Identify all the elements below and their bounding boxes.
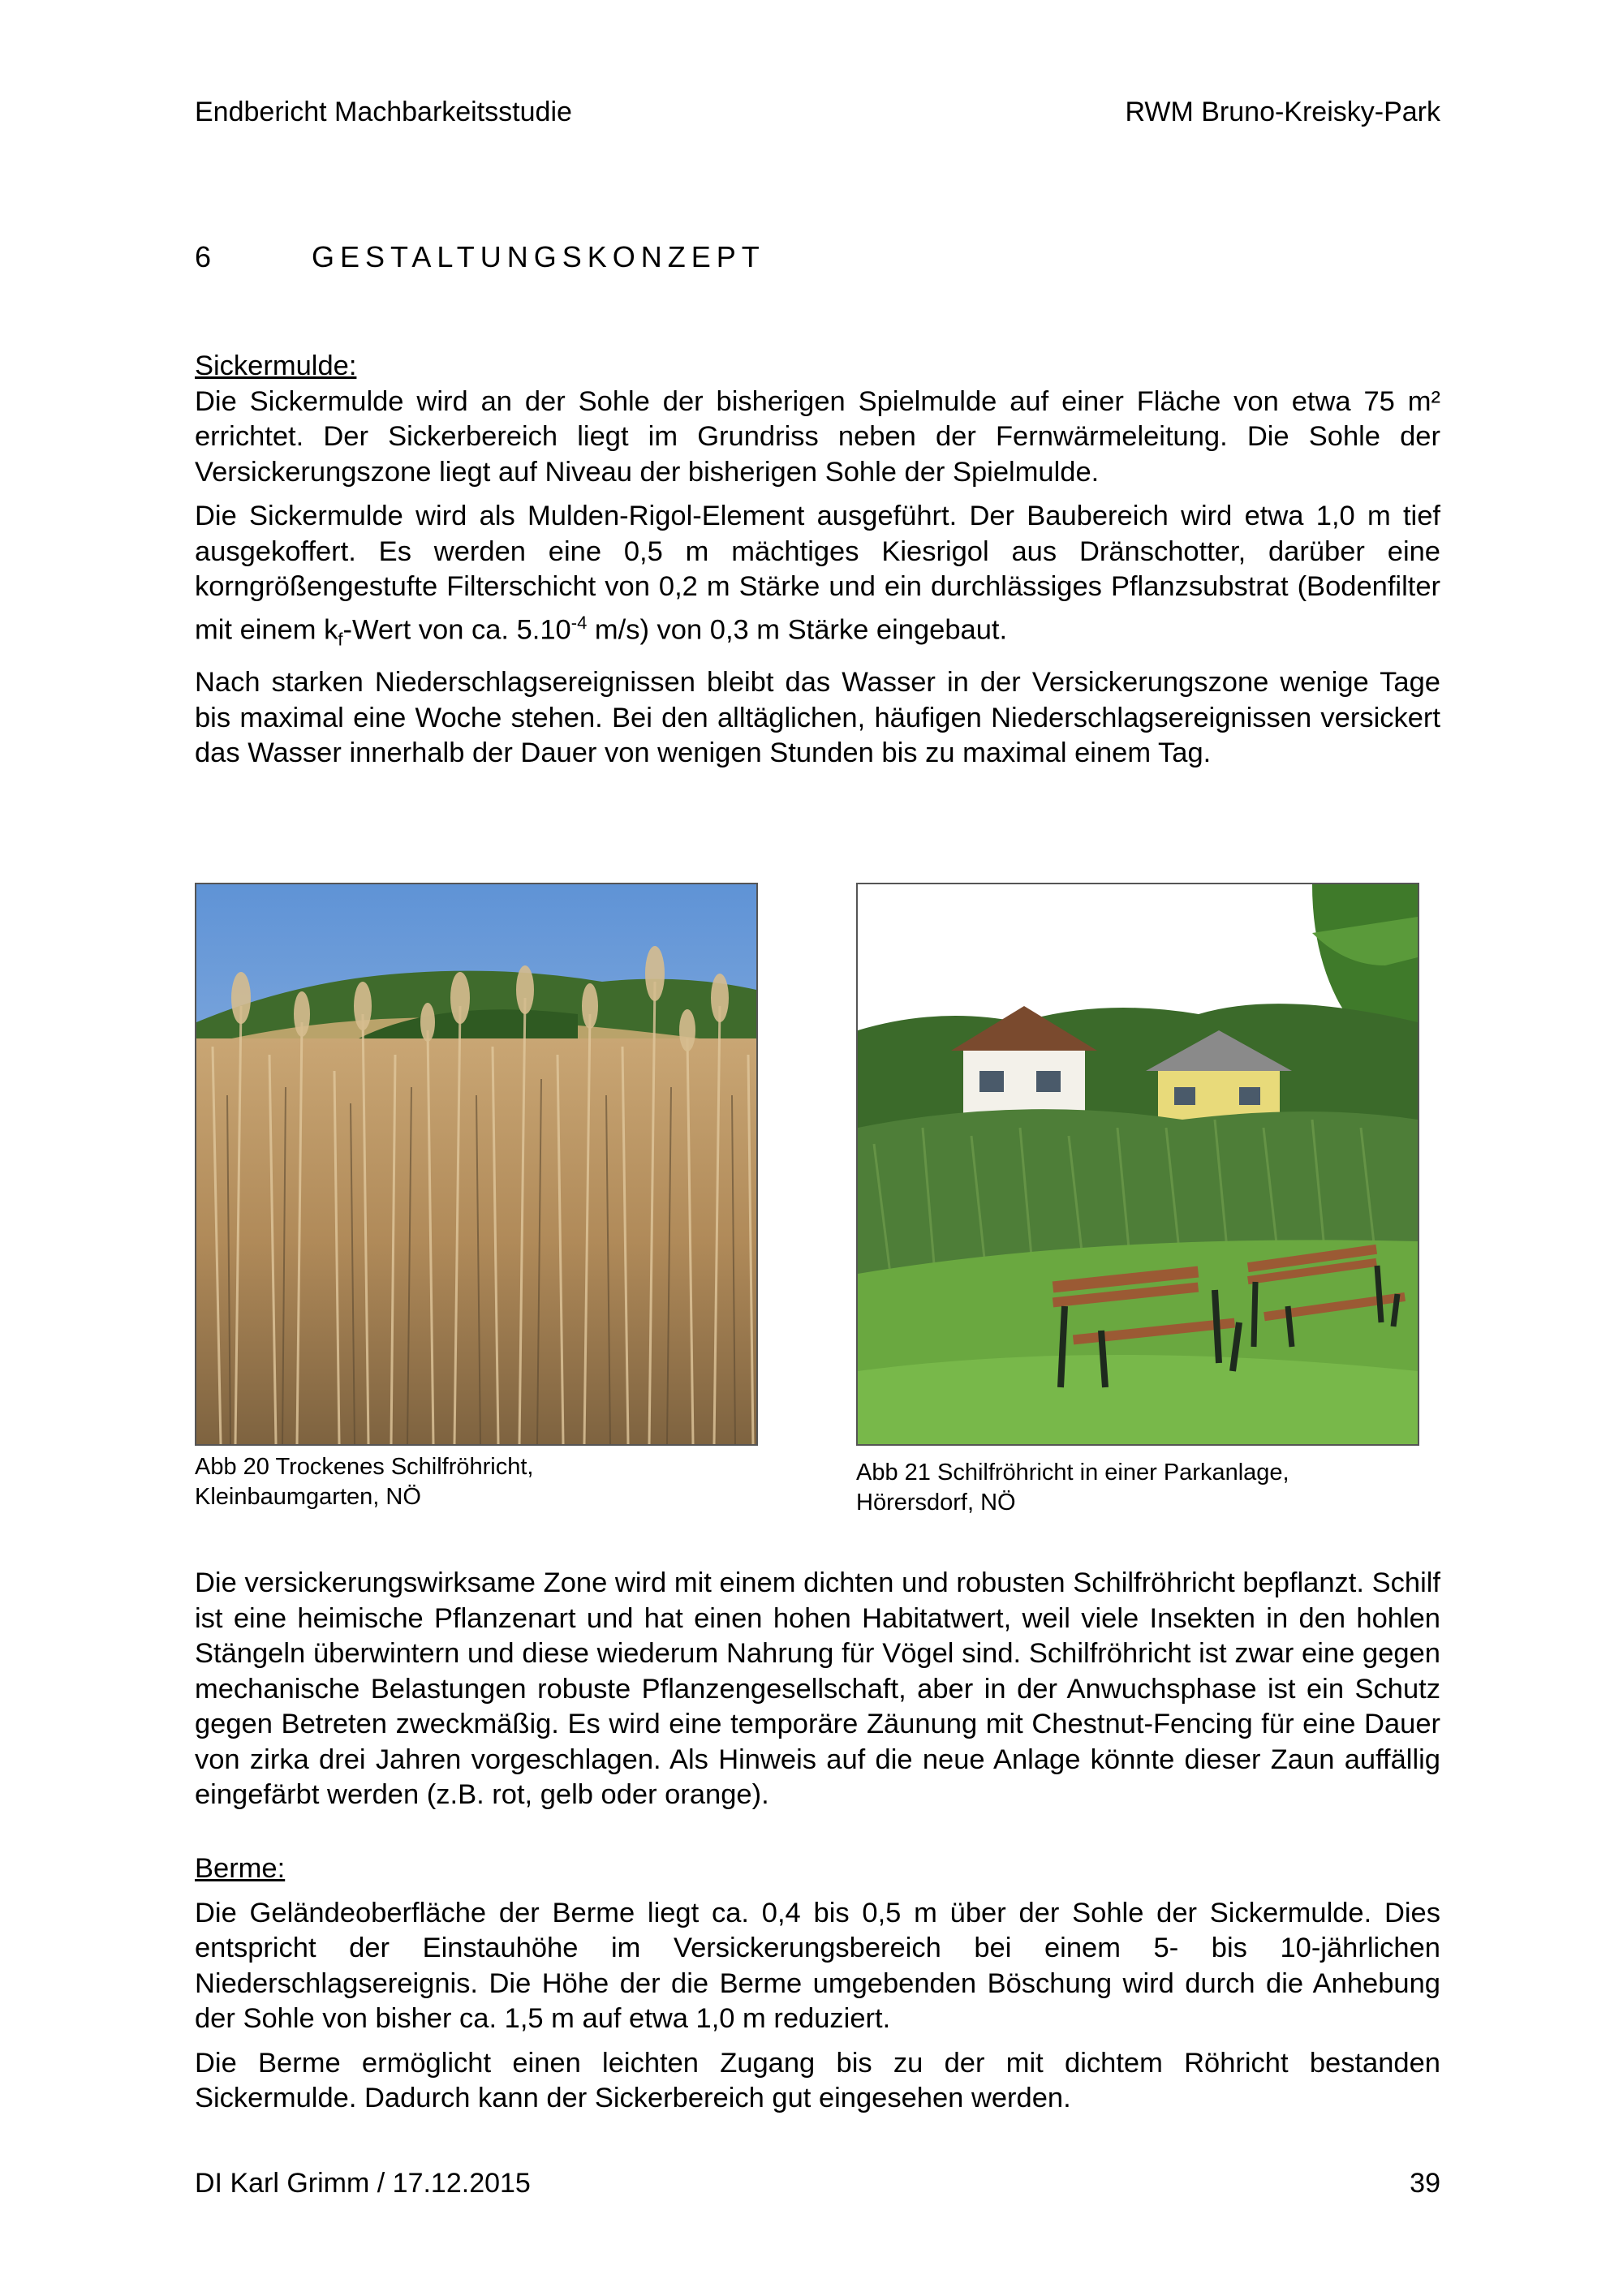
paragraph-text: Die Sickermulde wird als Mulden-Rigol-Element ausgeführt. Der Baubereich wird etwa 1,0 m tief ausgekoffert. Es werden eine 0,5 m mächtiges Kiesrigol aus Dränschotter, darüber eine korngrößengestufte Filterschicht von 0,2 m Stärke und ein durchlässiges Pflanzsubstrat (Bodenfilter mit einem k — [195, 501, 1440, 645]
footer-author-date: DI Karl Grimm / 17.12.2015 — [195, 2168, 531, 2199]
subscript-f: f — [338, 628, 343, 649]
section-heading-berme: Berme: — [195, 1853, 286, 1884]
paragraph: Die Geländeoberfläche der Berme liegt ca. 0,4 bis 0,5 m über der Sohle der Sickermulde. Dies entspricht der Einstauhöhe im Versickerungsbereich bei einem 5- bis 10-jährlichen Niederschlagsereignis. Die Höhe der die Berme umgebenden Böschung wird durch die Anhebung der Sohle von bisher ca. 1,5 m auf etwa 1,0 m reduziert. — [195, 1897, 1440, 2034]
chapter-heading — [195, 240, 765, 274]
paragraph — [195, 499, 1440, 656]
figure-caption-20 — [195, 1452, 763, 1512]
paragraph-text: m/s) von 0,3 m Stärke eingebaut. — [587, 614, 1008, 645]
photo-park-benches — [856, 883, 1419, 1446]
park-photo-illustration — [858, 884, 1418, 1444]
section-vegetation — [195, 1566, 1440, 1813]
caption-line: Kleinbaumgarten, NÖ — [195, 1484, 421, 1510]
paragraph: Die Berme ermöglicht einen leichten Zugang bis zu der mit dichtem Röhricht bestanden Sickermulde. Dadurch kann der Sickerbereich gut eingesehen werden. — [195, 2047, 1440, 2113]
reed-photo-illustration — [196, 884, 756, 1444]
header-right: RWM Bruno-Kreisky-Park — [1125, 97, 1440, 127]
paragraph: Die versickerungswirksame Zone wird mit einem dichten und robusten Schilfröhricht bepflanzt. Schilf ist eine heimische Pflanzenart und hat einen hohen Habitatwert, weil viele Insekten in den hohlen Stängeln überwintern und diese wiederum Nahrung für Vögel sind. Schilfröhricht ist zwar eine gegen mechanische Belastungen robuste Pflanzengesellschaft, aber in der Anwuchsphase ist ein Schutz gegen Betreten zweckmäßig. Es wird eine temporäre Zäunung mit Chestnut-Fencing für eine Dauer von zirka drei Jahren vorgeschlagen. Als Hinweis auf die neue Anlage könnte dieser Zaun auffällig eingefärbt werden (z.B. rot, gelb oder orange). — [195, 1567, 1440, 1810]
page-number: 39 — [1410, 2168, 1440, 2199]
chapter-number: 6 — [195, 240, 212, 273]
section-heading-sickermulde: Sickermulde: — [195, 350, 357, 381]
chapter-title: GESTALTUNGSKONZEPT — [312, 240, 765, 273]
photo-dry-reed — [195, 883, 758, 1446]
paragraph: Nach starken Niederschlagsereignissen bleibt das Wasser in der Versickerungszone wenige Tage bis maximal eine Woche stehen. Bei den alltäglichen, häufigen Niederschlagsereignissen versickert das Wasser innerhalb der Dauer von wenigen Stunden bis zu maximal einem Tag. — [195, 667, 1440, 769]
figure-caption-21 — [856, 1458, 1424, 1518]
caption-line: Abb 21 Schilfröhricht in einer Parkanlage, — [856, 1460, 1289, 1486]
header-left: Endbericht Machbarkeitsstudie — [195, 97, 572, 127]
superscript-exponent: -4 — [570, 612, 588, 633]
section-berme — [195, 1851, 1440, 2117]
caption-line: Hörersdorf, NÖ — [856, 1490, 1016, 1516]
paragraph: Die Sickermulde wird an der Sohle der bisherigen Spielmulde auf einer Fläche von etwa 75 m² errichtet. Der Sickerbereich liegt im Grundriss neben der Fernwärmeleitung. Die Sohle der Versickerungszone liegt auf Niveau der bisherigen Sohle der Spielmulde. — [195, 385, 1440, 488]
section-sickermulde — [195, 349, 1440, 772]
paragraph-text: -Wert von ca. 5.10 — [342, 614, 571, 645]
caption-line: Abb 20 Trockenes Schilfröhricht, — [195, 1454, 534, 1480]
